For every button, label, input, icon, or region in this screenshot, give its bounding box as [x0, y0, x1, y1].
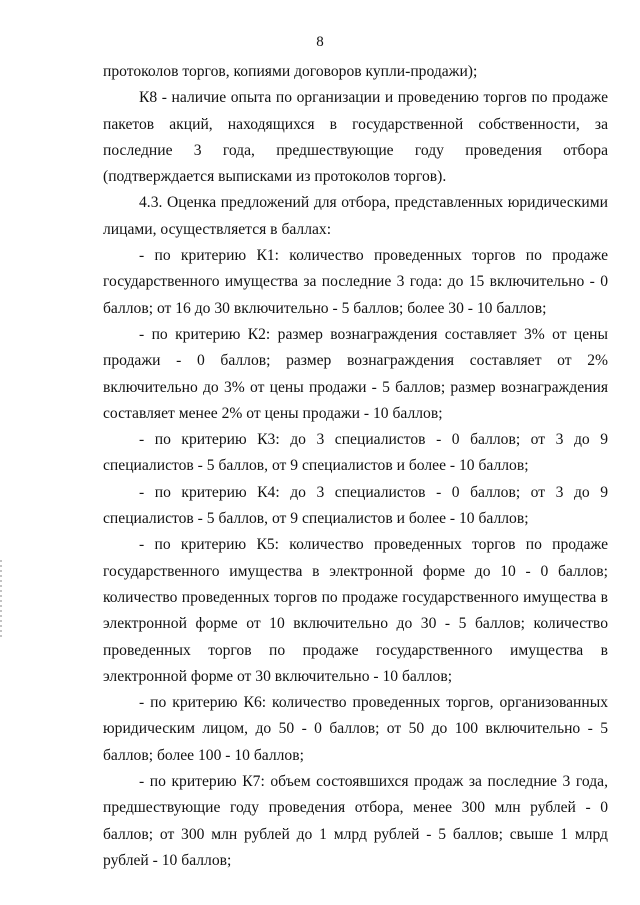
document-body	[103, 59, 608, 874]
paragraph-k8: К8 - наличие опыта по организации и проведению торгов по продаже пакетов акций, находящихся в государственной собственности, за последние 3 года, предшествующие году проведения отбора (подтверждается выписками из протоколов торгов).	[103, 89, 608, 186]
paragraph-criterion-k1: - по критерию К1: количество проведенных торгов по продаже государственного имущества за последние 3 года: до 15 включительно - 0 баллов; от 16 до 30 включительно - 5 баллов; более 30 - 10 баллов;	[103, 247, 608, 317]
paragraph-criterion-k7: - по критерию К7: объем состоявшихся продаж за последние 3 года, предшествующие году проведения отбора, менее 300 млн рублей - 0 баллов; от 300 млн рублей до 1 млрд рублей - 5 баллов; свыше 1 млрд рублей - 10 баллов;	[103, 773, 608, 869]
paragraph-criterion-k3: - по критерию К3: до 3 специалистов - 0 баллов; от 3 до 9 специалистов - 5 баллов, от 9 специалистов и более - 10 баллов;	[103, 431, 608, 475]
paragraph-continuation: протоколов торгов, копиями договоров купли-продажи);	[103, 63, 478, 80]
page-number: 8	[316, 34, 324, 50]
paragraph-criterion-k6: - по критерию К6: количество проведенных торгов, организованных юридическим лицом, до 50 - 0 баллов; от 50 до 100 включительно - 5 баллов; более 100 - 10 баллов;	[103, 694, 608, 764]
scan-edge-mark	[0, 560, 2, 640]
paragraph-criterion-k4: - по критерию К4: до 3 специалистов - 0 баллов; от 3 до 9 специалистов - 5 баллов, от 9 специалистов и более - 10 баллов;	[103, 483, 608, 528]
paragraph-criterion-k5: - по критерию К5: количество проведенных торгов по продаже государственного имущества в электронной форме до 10 - 0 баллов; количество проведенных торгов по продаже государственного имущества в электронной форме от 10 включительно до 30 - 5 баллов; количество проведенных торгов по продаже государственного имущества в электронной форме от 30 включительно - 10 баллов;	[103, 536, 608, 685]
paragraph-criterion-k2: - по критерию К2: размер вознаграждения составляет 3% от цены продажи - 0 баллов; размер вознаграждения составляет от 2% включительно до 3% от цены продажи - 5 баллов; размер вознаграждения составляет менее 2% от цены продажи - 10 баллов;	[103, 325, 608, 422]
paragraph-section-4-3: 4.3. Оценка предложений для отбора, представленных юридическими лицами, осуществляется в баллах:	[103, 194, 608, 238]
